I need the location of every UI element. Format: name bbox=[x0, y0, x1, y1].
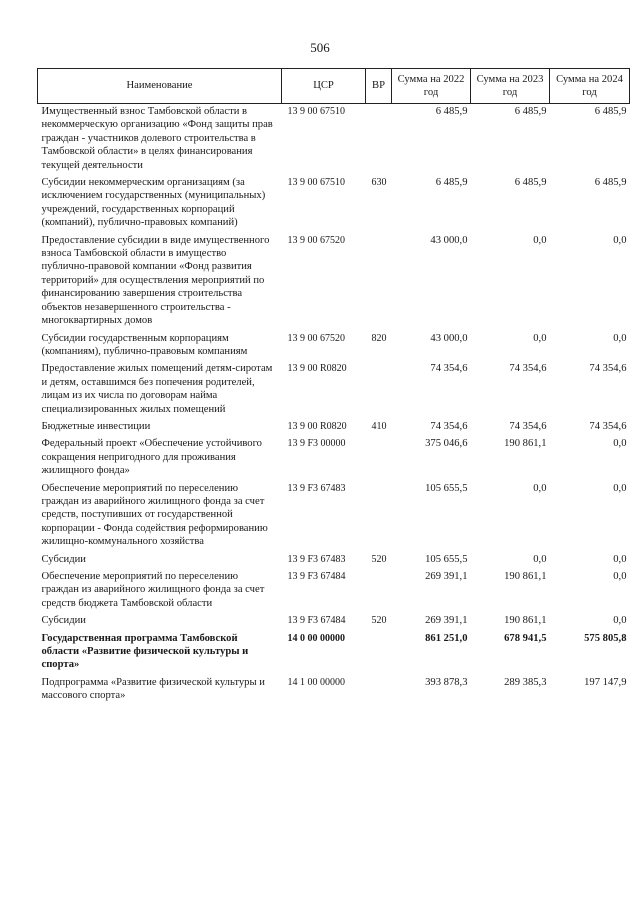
row-vr: 520 bbox=[371, 615, 387, 627]
row-sum-2022: 393 878,3 bbox=[425, 676, 468, 688]
table-row bbox=[38, 361, 630, 419]
row-vr bbox=[366, 361, 392, 419]
row-sum-2022: 74 354,6 bbox=[430, 363, 468, 375]
row-sum-2024: 6 485,9 bbox=[594, 177, 627, 189]
row-sum-2022: 6 485,9 bbox=[435, 177, 468, 189]
table-row bbox=[38, 481, 630, 552]
row-vr bbox=[366, 104, 392, 176]
table-row bbox=[38, 675, 630, 706]
row-name: Субсидии bbox=[41, 615, 86, 627]
row-sum-2023: 6 485,9 bbox=[514, 177, 547, 189]
row-sum-2024: 0,0 bbox=[613, 571, 627, 582]
row-name: Обеспечение мероприятий по переселению граждан из аварийного жилищного фонда за счет средств бюджета Тамбовской области bbox=[41, 571, 265, 609]
row-sum-2024: 0,0 bbox=[613, 615, 627, 627]
header-sum-2024: Сумма на 2024 год bbox=[550, 69, 630, 104]
row-sum-2022: 105 655,5 bbox=[425, 482, 468, 494]
row-sum-2023: 6 485,9 bbox=[514, 106, 547, 117]
row-csr: 13 9 00 67510 bbox=[287, 177, 345, 189]
header-csr: ЦСР bbox=[282, 69, 366, 104]
row-sum-2023: 0,0 bbox=[533, 553, 547, 565]
row-sum-2022: 74 354,6 bbox=[430, 420, 468, 432]
table-row bbox=[38, 613, 630, 630]
row-sum-2024: 6 485,9 bbox=[594, 106, 627, 117]
row-csr: 13 9 00 R0820 bbox=[287, 420, 347, 432]
table-row bbox=[38, 631, 630, 675]
row-sum-2024: 0,0 bbox=[613, 438, 627, 450]
header-sum-2023: Сумма на 2023 год bbox=[471, 69, 550, 104]
table-row bbox=[38, 436, 630, 480]
row-sum-2022: 43 000,0 bbox=[430, 234, 468, 246]
row-sum-2023: 190 861,1 bbox=[504, 571, 547, 582]
row-vr: 410 bbox=[371, 420, 387, 432]
row-csr: 13 9 F3 67484 bbox=[287, 571, 346, 582]
table-header-row bbox=[38, 69, 630, 104]
row-sum-2023: 289 385,3 bbox=[504, 676, 547, 688]
row-name: Обеспечение мероприятий по переселению граждан из аварийного жилищного фонда за счет средств, поступивших от государственной корпорации - Фонда содействия реформированию жилищно-коммунального хозяйства bbox=[41, 482, 268, 548]
row-sum-2023: 0,0 bbox=[533, 332, 547, 344]
row-csr: 13 9 00 67520 bbox=[287, 332, 345, 344]
row-sum-2024: 74 354,6 bbox=[589, 363, 627, 375]
table-body bbox=[38, 104, 630, 706]
row-name: Федеральный проект «Обеспечение устойчивого сокращения непригодного для проживания жилищного фонда» bbox=[41, 438, 262, 477]
row-sum-2023: 0,0 bbox=[533, 482, 547, 494]
budget-table bbox=[37, 68, 630, 706]
row-name: Предоставление жилых помещений детям-сиротам и детям, оставшимся без попечения родителей, лицам из их числа по договорам найма специализированных жилых помещений bbox=[41, 363, 273, 415]
row-csr: 13 9 00 R0820 bbox=[287, 363, 347, 375]
table-row bbox=[38, 331, 630, 362]
row-name: Подпрограмма «Развитие физической культуры и массового спорта» bbox=[41, 676, 265, 702]
row-sum-2022: 105 655,5 bbox=[425, 553, 468, 565]
row-csr: 13 9 F3 67483 bbox=[287, 482, 346, 494]
row-csr: 13 9 F3 67483 bbox=[287, 553, 346, 565]
row-sum-2023: 678 941,5 bbox=[504, 632, 547, 644]
row-vr bbox=[366, 481, 392, 552]
table-row bbox=[38, 104, 630, 176]
row-csr: 13 9 F3 00000 bbox=[287, 438, 346, 450]
row-vr bbox=[366, 631, 392, 675]
row-sum-2023: 190 861,1 bbox=[504, 615, 547, 627]
row-sum-2022: 861 251,0 bbox=[425, 632, 468, 644]
row-sum-2024: 0,0 bbox=[613, 553, 627, 565]
row-sum-2024: 197 147,9 bbox=[584, 676, 627, 688]
table-row bbox=[38, 552, 630, 569]
row-name: Государственная программа Тамбовской области «Развитие физической культуры и спорта» bbox=[41, 632, 249, 671]
table-row bbox=[38, 419, 630, 436]
row-vr bbox=[366, 569, 392, 613]
row-vr: 820 bbox=[371, 332, 387, 344]
row-vr bbox=[366, 233, 392, 331]
row-csr: 13 9 00 67510 bbox=[287, 106, 345, 117]
row-csr: 13 9 00 67520 bbox=[287, 234, 345, 246]
row-csr: 14 0 00 00000 bbox=[287, 632, 345, 644]
row-sum-2023: 74 354,6 bbox=[509, 420, 547, 432]
row-csr: 14 1 00 00000 bbox=[287, 676, 345, 688]
row-sum-2022: 375 046,6 bbox=[425, 438, 468, 450]
page-number: 506 bbox=[310, 40, 330, 55]
row-vr: 520 bbox=[371, 553, 387, 565]
row-sum-2022: 269 391,1 bbox=[425, 571, 468, 582]
row-name: Имущественный взнос Тамбовской области в некоммерческую организацию «Фонд защиты прав граждан - участников долевого строительства в Тамбовской области» в целях финансирования текущей деятельности bbox=[41, 106, 273, 171]
row-sum-2022: 6 485,9 bbox=[435, 106, 468, 117]
row-sum-2022: 43 000,0 bbox=[430, 332, 468, 344]
row-sum-2024: 575 805,8 bbox=[584, 632, 627, 644]
row-vr bbox=[366, 675, 392, 706]
table-row bbox=[38, 233, 630, 331]
table-row bbox=[38, 175, 630, 233]
row-sum-2024: 74 354,6 bbox=[589, 420, 627, 432]
row-csr: 13 9 F3 67484 bbox=[287, 615, 346, 627]
row-name: Бюджетные инвестиции bbox=[41, 420, 151, 432]
row-name: Субсидии государственным корпорациям (компаниям), публично-правовым компаниям bbox=[41, 332, 248, 357]
row-sum-2023: 74 354,6 bbox=[509, 363, 547, 375]
row-vr: 630 bbox=[371, 177, 387, 189]
header-vr: ВР bbox=[366, 69, 392, 104]
row-sum-2024: 0,0 bbox=[613, 332, 627, 344]
header-sum-2022: Сумма на 2022 год bbox=[392, 69, 471, 104]
row-sum-2023: 190 861,1 bbox=[504, 438, 547, 450]
row-sum-2023: 0,0 bbox=[533, 234, 547, 246]
row-sum-2022: 269 391,1 bbox=[425, 615, 468, 627]
row-sum-2024: 0,0 bbox=[613, 234, 627, 246]
row-sum-2024: 0,0 bbox=[613, 482, 627, 494]
table-row bbox=[38, 569, 630, 613]
row-name: Предоставление субсидии в виде имущественного взноса Тамбовской области в имущество публично-правовой компании «Фонд развития территорий» для осуществления мероприятий по финансированию завершения строительства объектов незавершенного строительства - многоквартирных домов bbox=[41, 234, 270, 327]
row-vr bbox=[366, 436, 392, 480]
row-name: Субсидии bbox=[41, 553, 86, 565]
header-name: Наименование bbox=[38, 69, 282, 104]
row-name: Субсидии некоммерческим организациям (за исключением государственных (муниципальных) учреждений, государственных корпораций (компаний), публично-правовых компаний) bbox=[41, 177, 266, 229]
